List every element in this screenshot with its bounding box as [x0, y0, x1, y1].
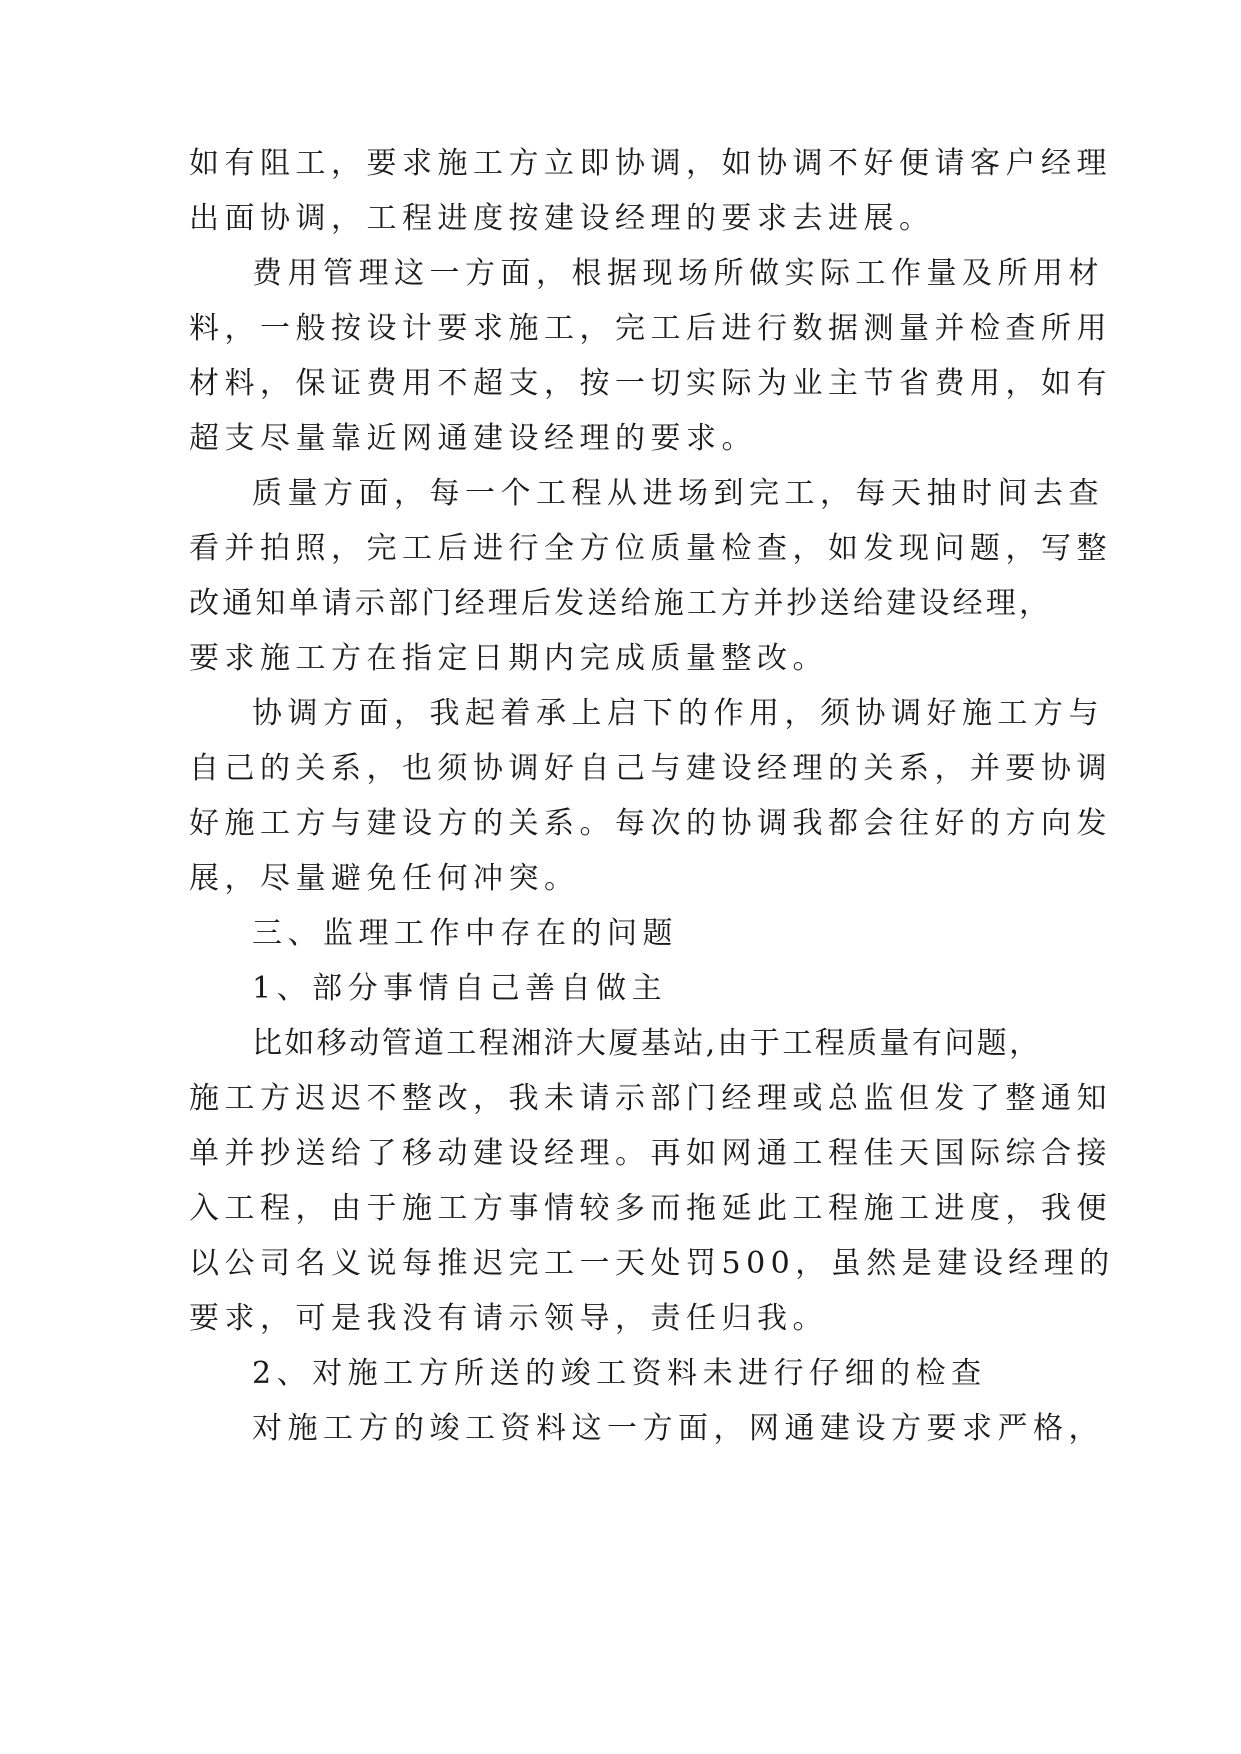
paragraph-line: 要求施工方在指定日期内完成质量整改。 [189, 641, 828, 676]
section-heading: 三、监理工作中存在的问题 [252, 916, 678, 951]
paragraph-line: 超支尽量靠近网通建设经理的要求。 [189, 421, 757, 456]
paragraph-line: 自己的关系，也须协调好自己与建设经理的关系，并要协调 [189, 751, 1112, 786]
paragraph-line: 单并抄送给了移动建设经理。再如网通工程佳天国际综合接 [189, 1136, 1112, 1171]
paragraph-line: 改通知单请示部门经理后发送给施工方并抄送给建设经理， [189, 586, 1053, 621]
paragraph-line: 出面协调，工程进度按建设经理的要求去进展。 [189, 201, 935, 236]
paragraph-line: 费用管理这一方面，根据现场所做实际工作量及所用材 [252, 256, 1104, 291]
paragraph-line: 以公司名义说每推迟完工一天处罚500，虽然是建设经理的 [189, 1246, 1115, 1281]
paragraph-line: 对施工方的竣工资料这一方面，网通建设方要求严格， [252, 1411, 1104, 1446]
paragraph-line: 如有阻工，要求施工方立即协调，如协调不好便请客户经理 [189, 146, 1112, 181]
paragraph-line: 质量方面，每一个工程从进场到完工，每天抽时间去查 [252, 476, 1104, 511]
paragraph-line: 展，尽量避免任何冲突。 [189, 861, 580, 896]
paragraph-line: 看并拍照，完工后进行全方位质量检查，如发现问题，写整 [189, 531, 1112, 566]
paragraph-line: 好施工方与建设方的关系。每次的协调我都会往好的方向发 [189, 806, 1112, 841]
subsection-heading: 1、部分事情自己善自做主 [252, 971, 668, 1006]
subsection-heading: 2、对施工方所送的竣工资料未进行仔细的检查 [252, 1356, 987, 1391]
paragraph-line: 要求，可是我没有请示领导，责任归我。 [189, 1301, 828, 1336]
paragraph-line: 入工程，由于施工方事情较多而拖延此工程施工进度，我便 [189, 1191, 1112, 1226]
paragraph-line: 协调方面，我起着承上启下的作用，须协调好施工方与 [252, 696, 1104, 731]
paragraph-line: 施工方迟迟不整改，我未请示部门经理或总监但发了整通知 [189, 1081, 1112, 1116]
paragraph-line: 材料，保证费用不超支，按一切实际为业主节省费用，如有 [189, 366, 1112, 401]
paragraph-line: 料，一般按设计要求施工，完工后进行数据测量并检查所用 [189, 311, 1112, 346]
paragraph-line: 比如移动管道工程湘浒大厦基站,由于工程质量有问题， [252, 1026, 1042, 1061]
